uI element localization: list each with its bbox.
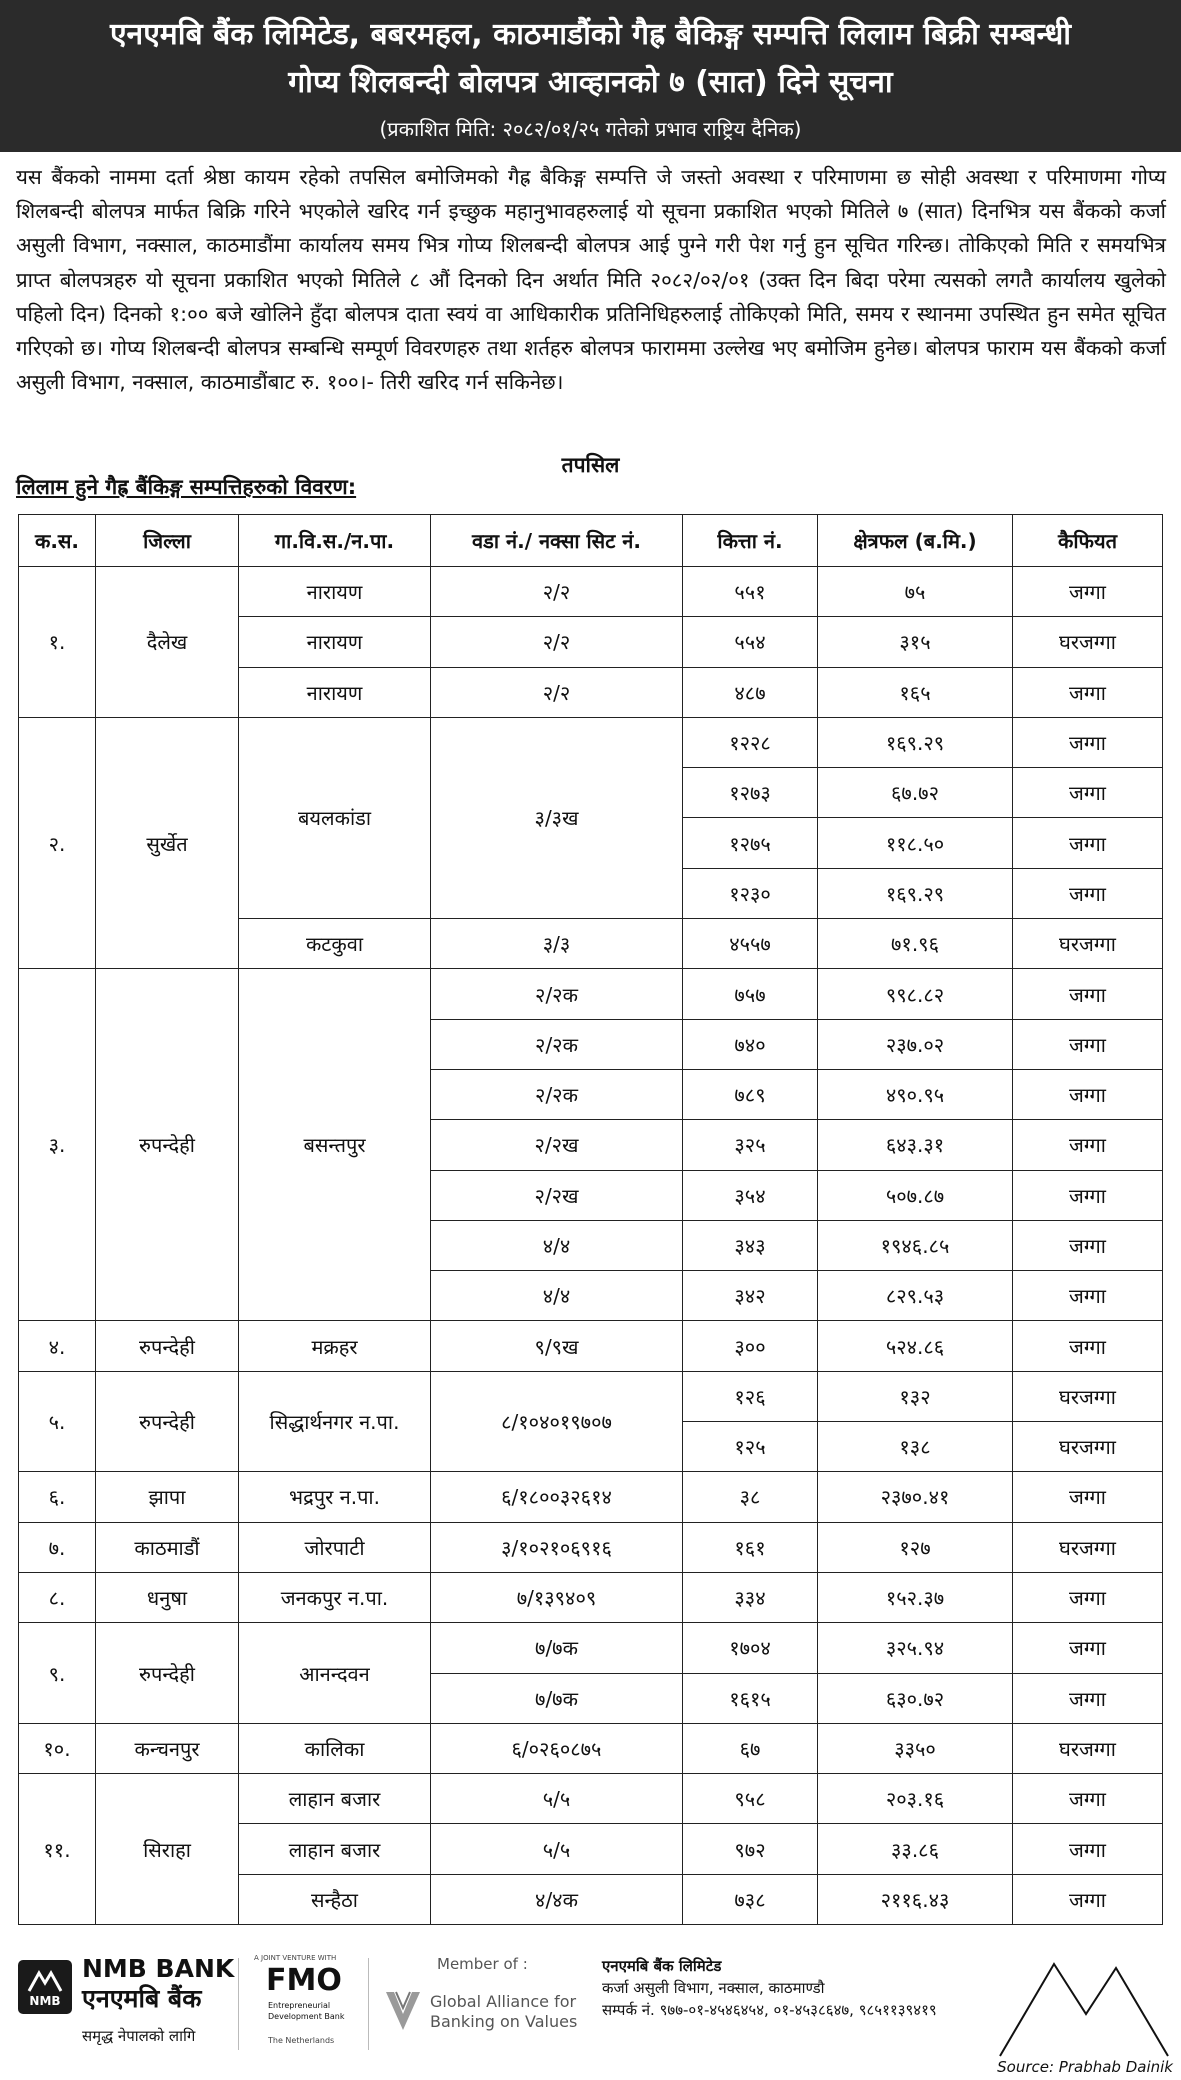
- table-row: [19, 1321, 1163, 1371]
- cell-vdc: लाहान बजार: [239, 1824, 431, 1874]
- nmb-logo: [18, 1960, 72, 2014]
- table-row: [19, 1623, 1163, 1673]
- cell-kitta: १२२८: [683, 717, 818, 767]
- cell-sn: २.: [19, 717, 96, 968]
- cell-area: २३७०.४१: [818, 1472, 1013, 1522]
- cell-vdc: कालिका: [239, 1723, 431, 1773]
- source-credit: Source: Prabhab Dainik: [997, 2058, 1173, 2076]
- cell-remark: घरजग्गा: [1013, 919, 1163, 969]
- address-contact: सम्पर्क नं. ९७७-०१-४५४६४५४, ०१-४५३८६४७, ९८५११३९४१९: [602, 2001, 937, 2019]
- cell-sn: ३.: [19, 969, 96, 1321]
- cell-remark: घरजग्गा: [1013, 1371, 1163, 1421]
- cell-kitta: ३५४: [683, 1170, 818, 1220]
- cell-ward: २/२: [431, 617, 683, 667]
- gabv-line2: Banking on Values: [430, 2012, 578, 2031]
- cell-area: २०३.१६: [818, 1774, 1013, 1824]
- cell-remark: घरजग्गा: [1013, 617, 1163, 667]
- cell-remark: जग्गा: [1013, 1472, 1163, 1522]
- cell-kitta: ३३४: [683, 1572, 818, 1622]
- nmb-tagline: समृद्ध नेपालको लागि: [82, 2027, 196, 2045]
- cell-remark: जग्गा: [1013, 1069, 1163, 1119]
- cell-ward: ६/०२६०८७५: [431, 1723, 683, 1773]
- assets-table: [18, 514, 1163, 1925]
- cell-sn: ६.: [19, 1472, 96, 1522]
- cell-vdc: भद्रपुर न.पा.: [239, 1472, 431, 1522]
- cell-sn: ९.: [19, 1623, 96, 1724]
- cell-district: काठमाडौं: [96, 1522, 239, 1572]
- cell-kitta: १२७३: [683, 768, 818, 818]
- cell-district: कन्चनपुर: [96, 1723, 239, 1773]
- address-bank-name: एनएमबि बैंक लिमिटेड: [602, 1957, 722, 1975]
- cell-remark: जग्गा: [1013, 667, 1163, 717]
- cell-district: दैलेख: [96, 567, 239, 718]
- cell-area: २३७.०२: [818, 1019, 1013, 1069]
- cell-remark: जग्गा: [1013, 1774, 1163, 1824]
- table-row: [19, 717, 1163, 767]
- cell-remark: जग्गा: [1013, 768, 1163, 818]
- cell-ward: ३/३: [431, 919, 683, 969]
- cell-sn: ७.: [19, 1522, 96, 1572]
- cell-remark: जग्गा: [1013, 1572, 1163, 1622]
- cell-remark: जग्गा: [1013, 1271, 1163, 1321]
- cell-district: सुर्खेत: [96, 717, 239, 968]
- cell-remark: जग्गा: [1013, 1623, 1163, 1673]
- tapasil-heading: तपसिल: [561, 453, 620, 477]
- cell-kitta: १२३०: [683, 868, 818, 918]
- address-department: कर्जा असुली विभाग, नक्साल, काठमाण्डौ: [602, 1979, 825, 1997]
- cell-remark: जग्गा: [1013, 1220, 1163, 1270]
- cell-kitta: ७४०: [683, 1019, 818, 1069]
- cell-area: १२७: [818, 1522, 1013, 1572]
- header-district: जिल्ला: [96, 515, 239, 567]
- mountain-icon: [996, 1954, 1171, 2059]
- cell-area: ३१५: [818, 617, 1013, 667]
- cell-kitta: ६७: [683, 1723, 818, 1773]
- cell-area: ८२९.५३: [818, 1271, 1013, 1321]
- cell-remark: जग्गा: [1013, 868, 1163, 918]
- cell-area: ९९८.८२: [818, 969, 1013, 1019]
- cell-area: ३२५.९४: [818, 1623, 1013, 1673]
- cell-kitta: ३२५: [683, 1120, 818, 1170]
- cell-sn: १०.: [19, 1723, 96, 1773]
- notice-title-line1: एनएमबि बैंक लिमिटेड, बबरमहल, काठमाडौंको गैह्र बैकिङ्ग सम्पत्ति लिलाम बिक्री सम्बन्धी: [109, 17, 1072, 52]
- cell-sn: ११.: [19, 1774, 96, 1925]
- cell-vdc: नारायण: [239, 567, 431, 617]
- table-row: [19, 1522, 1163, 1572]
- cell-kitta: ७३८: [683, 1874, 818, 1924]
- cell-area: १३८: [818, 1422, 1013, 1472]
- cell-vdc: जनकपुर न.पा.: [239, 1572, 431, 1622]
- cell-vdc: बसन्तपुर: [239, 969, 431, 1321]
- cell-ward: ४/४: [431, 1220, 683, 1270]
- cell-ward: ८/१०४०१९७०७: [431, 1371, 683, 1472]
- cell-vdc: जोरपाटी: [239, 1522, 431, 1572]
- cell-district: सिराहा: [96, 1774, 239, 1925]
- cell-ward: ५/५: [431, 1824, 683, 1874]
- table-row: [19, 1371, 1163, 1421]
- table-row: [19, 969, 1163, 1019]
- cell-district: रुपन्देही: [96, 1623, 239, 1724]
- cell-ward: ३/१०२१०६९१६: [431, 1522, 683, 1572]
- notice-title-line2: गोप्य शिलबन्दी बोलपत्र आव्हानको ७ (सात) दिने सूचना: [288, 65, 893, 100]
- cell-area: ५२४.८६: [818, 1321, 1013, 1371]
- header-ward: वडा नं./ नक्सा सिट नं.: [431, 515, 683, 567]
- cell-kitta: ९७२: [683, 1824, 818, 1874]
- cell-area: ७१.९६: [818, 919, 1013, 969]
- published-date: (प्रकाशित मिति: २०८२/०१/२५ गतेको प्रभाव राष्ट्रिय दैनिक): [379, 117, 802, 141]
- divider: [238, 1958, 239, 2050]
- cell-area: १९४६.८५: [818, 1220, 1013, 1270]
- cell-area: ६४३.३१: [818, 1120, 1013, 1170]
- cell-kitta: ३४३: [683, 1220, 818, 1270]
- cell-kitta: १६१: [683, 1522, 818, 1572]
- cell-kitta: ७५७: [683, 969, 818, 1019]
- fmo-logo: FMO: [266, 1963, 342, 1998]
- cell-vdc: सन्हैठा: [239, 1874, 431, 1924]
- cell-vdc: नारायण: [239, 617, 431, 667]
- cell-remark: जग्गा: [1013, 717, 1163, 767]
- cell-kitta: ३००: [683, 1321, 818, 1371]
- table-row: [19, 1572, 1163, 1622]
- cell-kitta: ४८७: [683, 667, 818, 717]
- cell-ward: २/२क: [431, 969, 683, 1019]
- cell-remark: जग्गा: [1013, 1673, 1163, 1723]
- cell-ward: २/२: [431, 667, 683, 717]
- header-area: क्षेत्रफल (ब.मि.): [818, 515, 1013, 567]
- cell-remark: जग्गा: [1013, 1120, 1163, 1170]
- cell-kitta: १२६: [683, 1371, 818, 1421]
- cell-ward: २/२क: [431, 1069, 683, 1119]
- cell-area: ३३.८६: [818, 1824, 1013, 1874]
- cell-ward: २/२: [431, 567, 683, 617]
- cell-area: २११६.४३: [818, 1874, 1013, 1924]
- cell-area: १६५: [818, 667, 1013, 717]
- notice-body-text: यस बैंकको नाममा दर्ता श्रेष्ठा कायम रहेको तपसिल बमोजिमको गैह्र बैकिङ्ग सम्पत्ति जे जस्तो अवस्था र परिमाणमा छ सोही अवस्था र परिमाणमा गोप्य शिलबन्दी बोलपत्र मार्फत बिक्रि गरिने भएकोले खरिद गर्न इच्छुक महानुभावहरुलाई यो सूचना प्रकाशित भएको मितिले ७ (सात) दिनभित्र यस बैंकको कर्जा असुली विभाग, नक्साल, काठमाडौंमा कार्यालय समय भित्र गोप्य शिलबन्दी बोलपत्र आई पुग्ने गरी पेश गर्नु हुन सूचित गरिन्छ। तोकिएको मिति र समयभित्र प्राप्त बोलपत्रहरु यो सूचना प्रकाशित भएको मितिले ८ औं दिनको दिन अर्थात मिति २०८२/०२/०१ (उक्त दिन बिदा परेमा त्यसको लगतै कार्यालय खुलेको पहिलो दिन) दिनको १:०० बजे खोलिने हुँदा बोलपत्र दाता स्वयं वा आधिकारीक प्रतिनिधिहरुलाई तोकिएको मिति, समय र स्थानमा उपस्थित हुन समेत सूचित गरिएको छ। गोप्य शिलबन्दी बोलपत्र सम्बन्धि सम्पूर्ण विवरणहरु तथा शर्तहरु बोलपत्र फाराममा उल्लेख भए बमोजिम हुनेछ। बोलपत्र फाराम यस बैंकको कर्जा असुली विभाग, नक्साल, काठमाडौंबाट रु. १००।- तिरी खरिद गर्न सकिनेछ।: [16, 165, 1166, 395]
- cell-kitta: ५५४: [683, 617, 818, 667]
- cell-kitta: १७०४: [683, 1623, 818, 1673]
- cell-remark: जग्गा: [1013, 818, 1163, 868]
- nmb-mountain-icon: [27, 1967, 63, 1993]
- cell-kitta: ७८९: [683, 1069, 818, 1119]
- table-row: [19, 1723, 1163, 1773]
- cell-ward: ४/४: [431, 1271, 683, 1321]
- gabv-logo-icon: [382, 1988, 424, 2034]
- cell-area: ६७.७२: [818, 768, 1013, 818]
- cell-vdc: मक्रहर: [239, 1321, 431, 1371]
- cell-ward: ९/९ख: [431, 1321, 683, 1371]
- cell-remark: जग्गा: [1013, 1170, 1163, 1220]
- cell-district: धनुषा: [96, 1572, 239, 1622]
- cell-sn: ५.: [19, 1371, 96, 1472]
- cell-kitta: १२७५: [683, 818, 818, 868]
- cell-ward: ७/७क: [431, 1623, 683, 1673]
- cell-area: १३२: [818, 1371, 1013, 1421]
- cell-sn: १.: [19, 567, 96, 718]
- footer: [0, 1950, 1181, 2080]
- cell-remark: जग्गा: [1013, 567, 1163, 617]
- cell-area: ४९०.९५: [818, 1069, 1013, 1119]
- assets-table-body: [19, 567, 1163, 1925]
- cell-vdc: लाहान बजार: [239, 1774, 431, 1824]
- cell-area: १५२.३७: [818, 1572, 1013, 1622]
- table-row: [19, 1774, 1163, 1824]
- cell-kitta: ४५५७: [683, 919, 818, 969]
- cell-area: १६९.२९: [818, 717, 1013, 767]
- member-of-label: Member of :: [437, 1955, 528, 1973]
- header-remark: कैफियत: [1013, 515, 1163, 567]
- cell-remark: जग्गा: [1013, 969, 1163, 1019]
- table-header-row: [19, 515, 1163, 567]
- cell-district: रुपन्देही: [96, 969, 239, 1321]
- cell-kitta: ३४२: [683, 1271, 818, 1321]
- divider: [368, 1958, 369, 2050]
- cell-district: झापा: [96, 1472, 239, 1522]
- header-sn: क.स.: [19, 515, 96, 567]
- cell-vdc: कटकुवा: [239, 919, 431, 969]
- fmo-subtitle: Entrepreneurial Development Bank: [268, 2001, 345, 2021]
- cell-kitta: १२५: [683, 1422, 818, 1472]
- cell-remark: घरजग्गा: [1013, 1723, 1163, 1773]
- cell-sn: ४.: [19, 1321, 96, 1371]
- nmb-logo-text: NMB: [29, 1994, 61, 2008]
- cell-district: रुपन्देही: [96, 1371, 239, 1472]
- notice-header: [0, 0, 1181, 152]
- table-row: [19, 567, 1163, 617]
- nmb-name-np: एनएमबि बैंक: [82, 1984, 202, 2013]
- cell-remark: जग्गा: [1013, 1824, 1163, 1874]
- gabv-line1: Global Alliance for: [430, 1992, 577, 2011]
- cell-ward: ४/४क: [431, 1874, 683, 1924]
- cell-district: रुपन्देही: [96, 1321, 239, 1371]
- cell-remark: जग्गा: [1013, 1874, 1163, 1924]
- cell-remark: जग्गा: [1013, 1019, 1163, 1069]
- table-row: [19, 1472, 1163, 1522]
- nmb-name-en: NMB BANK: [82, 1954, 235, 1983]
- cell-vdc: बयलकांडा: [239, 717, 431, 918]
- cell-ward: ५/५: [431, 1774, 683, 1824]
- cell-ward: २/२ख: [431, 1170, 683, 1220]
- cell-ward: २/२क: [431, 1019, 683, 1069]
- fmo-jv-label: A JOINT VENTURE WITH: [254, 1954, 337, 1962]
- cell-area: ११८.५०: [818, 818, 1013, 868]
- cell-area: १६९.२९: [818, 868, 1013, 918]
- cell-ward: ७/१३९४०९: [431, 1572, 683, 1622]
- header-kitta: कित्ता नं.: [683, 515, 818, 567]
- cell-vdc: सिद्धार्थनगर न.पा.: [239, 1371, 431, 1472]
- cell-vdc: नारायण: [239, 667, 431, 717]
- cell-kitta: ९५८: [683, 1774, 818, 1824]
- cell-kitta: १६१५: [683, 1673, 818, 1723]
- cell-area: ५०७.८७: [818, 1170, 1013, 1220]
- header-vdc: गा.वि.स./न.पा.: [239, 515, 431, 567]
- cell-ward: ३/३ख: [431, 717, 683, 918]
- cell-ward: ७/७क: [431, 1673, 683, 1723]
- cell-area: ६३०.७२: [818, 1673, 1013, 1723]
- cell-kitta: ५५१: [683, 567, 818, 617]
- cell-remark: जग्गा: [1013, 1321, 1163, 1371]
- cell-ward: ६/१८००३२६१४: [431, 1472, 683, 1522]
- cell-ward: २/२ख: [431, 1120, 683, 1170]
- table-title: लिलाम हुने गैह्र बैंकिङ्ग सम्पत्तिहरुको विवरण:: [16, 475, 357, 499]
- cell-kitta: ३८: [683, 1472, 818, 1522]
- cell-area: ३३५०: [818, 1723, 1013, 1773]
- cell-vdc: आनन्दवन: [239, 1623, 431, 1724]
- cell-area: ७५: [818, 567, 1013, 617]
- cell-sn: ८.: [19, 1572, 96, 1622]
- fmo-country: The Netherlands: [268, 2036, 335, 2045]
- cell-remark: घरजग्गा: [1013, 1422, 1163, 1472]
- cell-remark: घरजग्गा: [1013, 1522, 1163, 1572]
